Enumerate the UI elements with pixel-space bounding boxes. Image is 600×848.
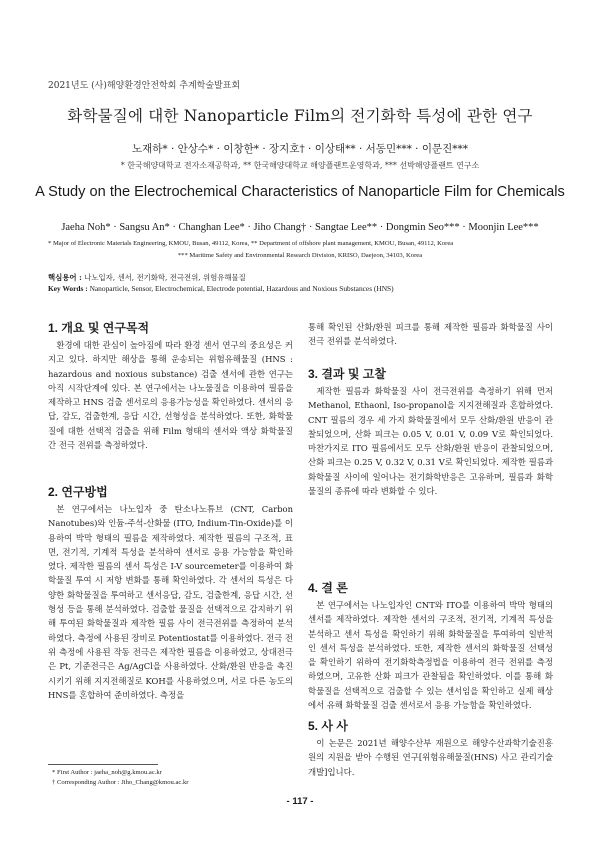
affiliations-korean: * 한국해양대학교 전자소재공학과, ** 한국해양대학교 해양플랜트운영학과, *** 선박해양플랜트 연구소	[120, 161, 480, 170]
section-heading-methods: 2. 연구방법	[48, 485, 108, 499]
keywords-korean-text: 나노입자, 센서, 전기화학, 전극전위, 위험유해물질	[84, 273, 246, 282]
section-body-conclusion: 본 연구에서는 나노입자인 CNT와 ITO를 이용하여 박막 형태의 센서를 제작하였다. 제작한 센서의 구조적, 전기적, 기계적 특성을 분석하고 센서 특성을 확인하기 위해 화학물질을 투여하여 일반적인 센서 특성을 분석하였다. 또한, 제작한 센서의 화학물질 선택성을 확인하기 위하여 전기화학측정법을 이용하여 전극 전위를 측정하였으며, 고유한 산화 피크가 관찰됨을 확인하였다. 이를 통해 화학물질을 선택적으로 검출할 수 있는 센서임을 확인하고 실제 해상에서 유해 화학물질 검출 센서로서 응용 가능함을 확인하였다.	[308, 600, 553, 711]
keywords-english	[48, 284, 568, 293]
affiliations-english-line-2: *** Maritime Safety and Environmental Research Division, KRISO, Daejeon, 34103, Korea	[177, 252, 423, 259]
authors-korean: 노재하* · 안상수* · 이창한* · 장지호† · 이상태** · 서동민*** · 이문진***	[131, 143, 469, 155]
section-overview	[48, 320, 293, 452]
paper-title-english: A Study on the Electrochemical Characteristics of Nanoparticle Film for Chemicals	[35, 184, 565, 200]
section-heading-overview: 1. 개요 및 연구목적	[48, 321, 150, 335]
section-body-methods: 본 연구에서는 나노입자 중 탄소나노튜브 (CNT, Carbon Nanotubes)와 인듐-주석-산화물 (ITO, Indium-Tin-Oxide)를 이용하여 박막 형태의 필름을 제작하였다. 제작한 필름의 구조적, 표면, 전기적, 기계적 특성을 분석하여 센서로 응용 가능함을 확인하였다. 제작한 필름의 센서 특성은 I-V sourcemeter를 이용하여 화학물질 투여 시 저항 변화를 통해 확인하였다. 각 센서의 특성은 다양한 화학물질을 투여하고 센서응답, 감도, 검출한계, 응답 시간, 선형성 등을 통해 분석하였다. 검출할 물질을 선택적으로 감지하기 위해 투여된 화학물질과 제작한 필름 사이 전극전위를 측정하여 분석하였다. 측정에 사용된 장비로 Potentiostat를 이용하였다. 전극 전위 측정에 사용된 작동 전극은 제작한 필름을 이용하였고, 상대전극은 Pt, 기준전극은 Ag/AgCl을 사용하였다. 산화/환원 반응을 촉진시키기 위해 지지전해질로 KOH를 사용하였으며, 서로 다른 농도의 HNS를 혼합하여 준비하였다. 측정을	[48, 504, 294, 700]
page-number: - 117 -	[286, 796, 314, 807]
section-results	[308, 366, 553, 498]
footnote-first-author: * First Author : jaeha_noh@g.kmou.ac.kr	[52, 769, 162, 776]
section-methods-continued	[308, 320, 553, 349]
section-heading-conclusion: 4. 결 론	[308, 581, 348, 595]
section-conclusion	[308, 580, 553, 712]
keywords-english-text: Nanoparticle, Sensor, Electrochemical, Electrode potential, Hazardous and Noxious Substances (HNS)	[89, 284, 394, 293]
authors-english: Jaeha Noh* · Sangsu An* · Changhan Lee* · Jiho Chang† · Sangtae Lee** · Dongmin Seo*** · Moonjin Lee***	[61, 222, 539, 233]
section-body-acknowledgement: 이 논문은 2021년 해양수산부 재원으로 해양수산과학기술진흥원의 지원을 받아 수행된 연구[위험유해물질(HNS) 사고 관리기술 개발]입니다.	[308, 738, 553, 777]
footnote-corresponding-author: † Corresponding Author : Jiho_Chang@kmou.ac.kr	[52, 779, 189, 786]
keywords-korean	[48, 272, 568, 283]
section-heading-acknowledgement: 5. 사 사	[308, 719, 348, 733]
section-methods	[48, 484, 293, 702]
section-body-overview: 환경에 대한 관심이 높아짐에 따라 환경 센서 연구의 중요성은 커지고 있다. 하지만 해상을 통해 운송되는 위험유해물질 (HNS : hazardous and noxious substance) 검출 센서에 관한 연구는 아직 시작단계에 있다. 본 연구에서는 나노물질을 이용하여 필름을 제작하고 HNS 검출 센서로의 응용가능성을 확인하였다. 센서의 응답, 감도, 검출한계, 응답 시간, 선형성을 분석하였다. 또한, 화학물질에 대한 선택적 검출을 위해 Film 형태의 센서와 액상 화학물질 간 전극 전위를 측정하였다.	[48, 340, 293, 451]
keywords-korean-label: 핵심용어 :	[48, 273, 82, 282]
keywords-english-label: Key Words :	[48, 284, 88, 293]
affiliations-english-line-1: * Major of Electronic Materials Engineering, KMOU, Busan, 49112, Korea, ** Department of offshore plant management, KMOU, Busan, 49112, Korea	[48, 240, 454, 247]
conference-header: 2021년도 (사)해양환경안전학회 추계학술발표회	[48, 81, 241, 91]
section-acknowledgement	[308, 718, 553, 779]
footnote-divider	[48, 764, 158, 765]
paper-title-korean: 화학물질에 대한 Nanoparticle Film의 전기화학 특성에 관한 연구	[67, 107, 533, 125]
section-body-results: 제작한 필름과 화학물질 사이 전극전위를 측정하기 위해 먼저 Methanol, Ethaonl, Iso-propanol을 지지전해질과 혼합하였다. CNT 필름의 경우 세 가지 화학물질에서 모두 산화/환원 반응이 관찰되었으며, 산화 피크는 0.05 V, 0.01 V, 0.09 V로 확인되었다. 마찬가지로 ITO 필름에서도 모두 산화/환원 반응이 관찰되었으며, 산화 피크는 0.25 V, 0.32 V, 0.31 V로 확인되었다. 제작한 필름과 화학물질 사이에 일어나는 전기화학반응은 고유하며, 필름과 화학물질의 종류에 따라 변화할 수 있다.	[308, 386, 553, 497]
section-heading-results: 3. 결과 및 고찰	[308, 367, 386, 381]
section-body-methods-continued: 통해 확인된 산화/환원 피크를 통해 제작한 필름과 화학물질 사이 전극 전위를 분석하였다.	[308, 322, 553, 347]
